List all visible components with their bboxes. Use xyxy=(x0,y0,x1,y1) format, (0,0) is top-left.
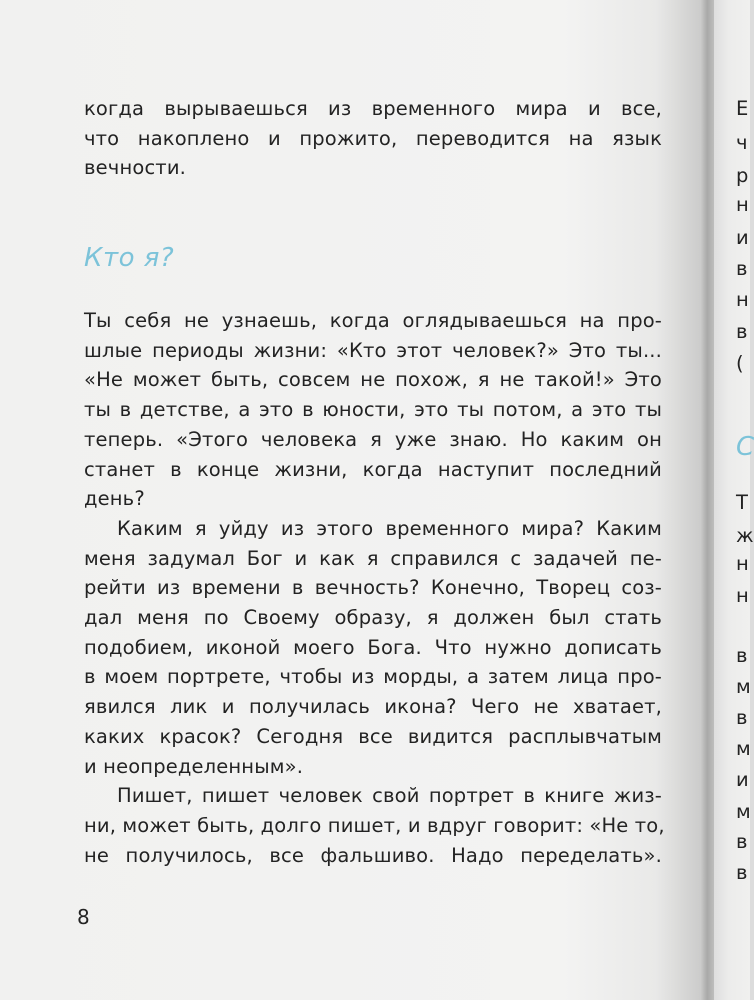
text-line: когда вырываешься из временного мира и все, xyxy=(84,97,662,120)
text-line: станет в конце жизни, когда наступит последний xyxy=(84,457,662,481)
right-page-letter: м xyxy=(736,737,751,760)
text-line: шлые периоды жизни: «Кто этот человек?» Это ты... xyxy=(84,338,662,362)
right-page-letter: Т xyxy=(736,491,748,514)
text-line: явился лик и получилась икона? Чего не хватает, xyxy=(84,695,662,719)
right-page-letter: в xyxy=(736,644,748,667)
right-page-letter: в xyxy=(736,706,748,729)
text-line: Каким я уйду из этого временного мира? Каким xyxy=(117,516,662,540)
text-line: вечности. xyxy=(84,156,186,180)
right-page-letter: в xyxy=(736,861,748,884)
right-page-letter: м xyxy=(736,675,751,698)
text-line: что накоплено и прожито, переводится на язык xyxy=(84,126,662,150)
right-page-letter: м xyxy=(736,800,751,823)
section-heading: Кто я? xyxy=(84,243,175,273)
right-page-heading-fragment: С xyxy=(736,432,754,462)
text-line: в моем портрете, чтобы из морды, а затем лица про- xyxy=(84,665,662,689)
text-line: не получилось, все фальшиво. Надо переделать». xyxy=(84,843,662,867)
page-number: 8 xyxy=(77,905,90,929)
right-page-letter: ж xyxy=(736,524,754,547)
right-page-letter: р xyxy=(736,164,749,187)
right-page-letter: н xyxy=(736,193,749,216)
right-page-edge xyxy=(714,0,754,1000)
right-page-letter: в xyxy=(736,830,748,853)
right-page-letter: в xyxy=(736,257,748,280)
right-page-letter: н xyxy=(736,584,749,607)
right-page-letter: и xyxy=(736,768,749,791)
right-page-letter: ( xyxy=(736,352,744,375)
right-page-letter: в xyxy=(736,320,748,343)
text-line: и неопределенным». xyxy=(84,754,304,778)
right-page-letter: ч xyxy=(736,131,748,154)
text-line: ты в детстве, а это в юности, это ты потом, а это ты xyxy=(84,398,662,422)
text-line: рейти из времени в вечность? Конечно, Творец соз- xyxy=(84,576,662,600)
paragraph-1 xyxy=(84,306,665,870)
text-line: дал меня по Своему образу, я должен был стать xyxy=(84,606,662,630)
right-page-letter: и xyxy=(736,226,749,249)
text-line: теперь. «Этого человека я уже знаю. Но каким он xyxy=(84,427,662,451)
text-line: каких красок? Сегодня все видится расплывчатым xyxy=(84,724,662,748)
text-line: день? xyxy=(84,487,145,511)
text-line: меня задумал Бог и как я справился с задачей пе- xyxy=(84,546,662,570)
right-page-letter: н xyxy=(736,288,749,311)
text-line: «Не может быть, совсем не похож, я не такой!» Это xyxy=(84,368,662,392)
text-line: ни, может быть, долго пишет, и вдруг говорит: «Не то, xyxy=(84,813,665,837)
right-page-letter: Е xyxy=(736,97,749,120)
text-line: Пишет, пишет человек свой портрет в книге жиз- xyxy=(117,784,662,808)
right-page-letter: н xyxy=(736,552,749,575)
text-line: подобием, иконой моего Бога. Что нужно дописать xyxy=(84,635,662,659)
text-line: Ты себя не узнаешь, когда оглядываешься на про- xyxy=(84,309,662,332)
intro-paragraph xyxy=(84,94,662,183)
